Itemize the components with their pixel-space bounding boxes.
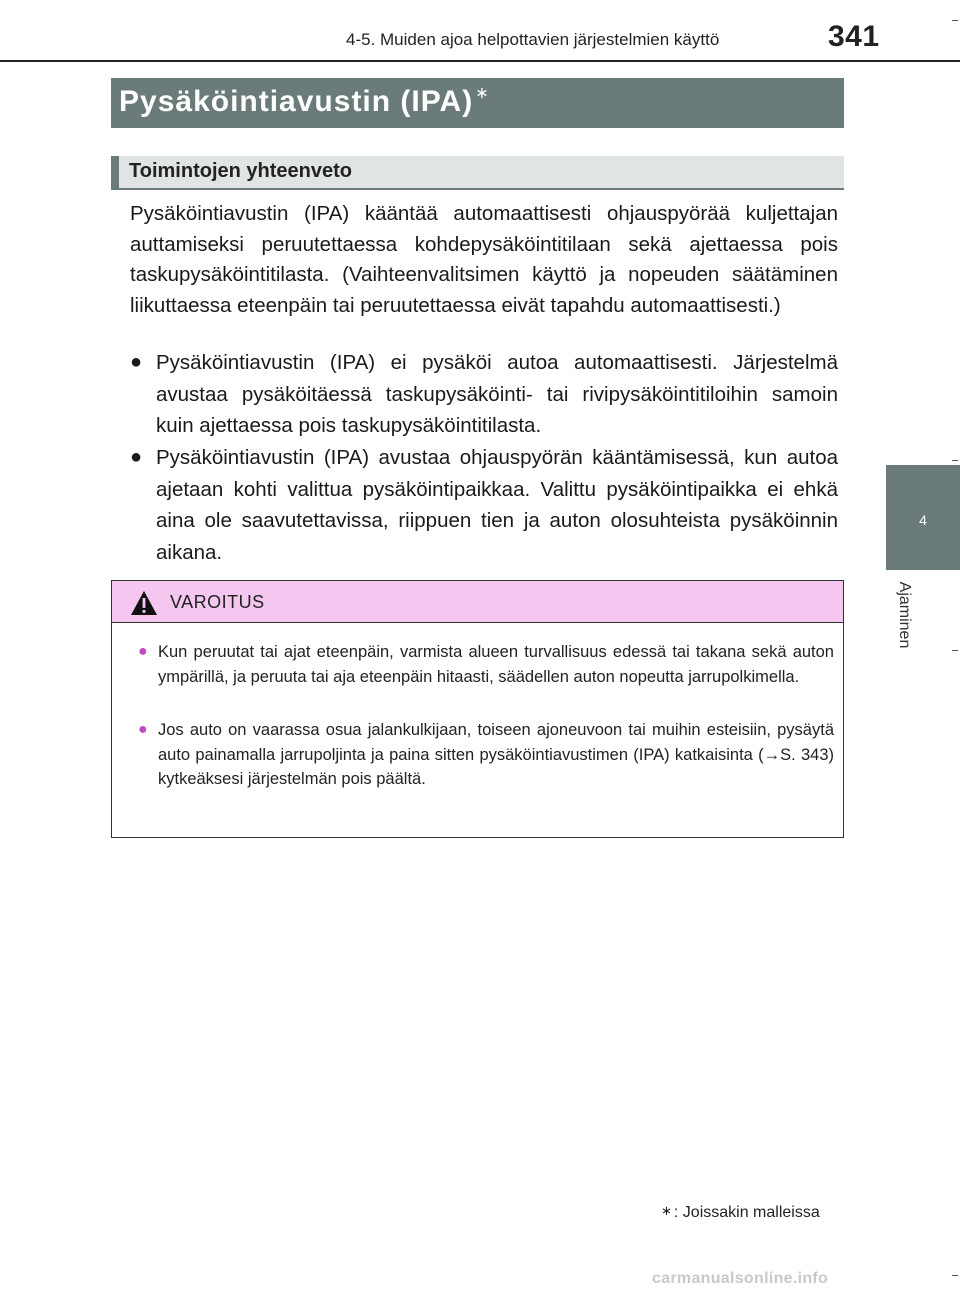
bullet-text: Pysäköintiavustin (IPA) ei pysäköi autoa automaattisesti. Järjestelmä avustaa pysäköitäessä taskupysäköinti- tai rivipysäköintitiloihin samoin kuin ajettaessa pois taskupysäköintitilasta. bbox=[156, 351, 838, 437]
page-title-text: Pysäköintiavustin (IPA) bbox=[119, 85, 474, 118]
warning-text: Kun peruutat tai ajat eteenpäin, varmista alueen turvallisuus edessä tai takana sekä auton ympärillä, ja peruuta tai aja eteenpäin hitaasti, säädellen auton nopeutta jarrupolkimella. bbox=[158, 643, 834, 686]
crop-mark bbox=[952, 20, 958, 21]
header-rule bbox=[0, 60, 960, 62]
warning-bullet-icon: ● bbox=[138, 643, 148, 660]
warning-text: Jos auto on vaarassa osua jalankulkijaan, toiseen ajoneuvoon tai muihin esteisiin, pysäytä auto painamalla jarrupoljinta ja paina sitten pysäköintiavustimen (IPA) katkaisinta (→S. 343) kytkeäksesi järjestelmän pois päältä. bbox=[158, 721, 834, 788]
crop-mark bbox=[952, 460, 958, 461]
chapter-tab-number: 4 bbox=[919, 512, 927, 528]
title-marker: ∗ bbox=[475, 85, 490, 102]
list-item bbox=[130, 347, 838, 442]
chapter-tab-label: Ajaminen bbox=[896, 581, 913, 649]
page-number: 341 bbox=[828, 20, 880, 53]
page-title bbox=[119, 85, 490, 119]
warning-item bbox=[138, 640, 834, 689]
section-heading: Toimintojen yhteenveto bbox=[129, 160, 352, 182]
section-heading-accent bbox=[111, 156, 119, 190]
watermark: carmanualsonline.info bbox=[652, 1270, 829, 1287]
list-item bbox=[130, 442, 838, 568]
footnote-text: : Joissakin malleissa bbox=[673, 1204, 820, 1221]
crop-mark bbox=[952, 650, 958, 651]
intro-paragraph: Pysäköintiavustin (IPA) kääntää automaattisesti ohjauspyörää kuljettajan auttamiseksi peruutettaessa kohdepysäköintitilaan sekä ajettaessa pois taskupysäköintitilasta. (Vaihteenvalitsimen käyttö ja nopeuden säätäminen liikuttaessa eteenpäin tai peruutettaessa eivät tapahdu automaattisesti.) bbox=[130, 202, 838, 317]
bullet-text: Pysäköintiavustin (IPA) avustaa ohjauspyörän kääntämisessä, kun autoa ajetaan kohti valittua pysäköintipaikkaa. Valittu pysäköintipaikka ei ehkä aina ole saavutettavissa, riippuen tien ja auton olosuhteista pysäköinnin aikana. bbox=[156, 446, 838, 564]
running-head: 4-5. Muiden ajoa helpottavien järjestelmien käyttö bbox=[346, 30, 720, 49]
footnote bbox=[661, 1204, 820, 1222]
footnote-marker: ∗ bbox=[661, 1203, 672, 1218]
bullet-icon: ● bbox=[130, 446, 143, 468]
crop-mark bbox=[952, 1275, 958, 1276]
warning-bullet-icon: ● bbox=[138, 721, 148, 738]
bullet-icon: ● bbox=[130, 351, 143, 373]
warning-item bbox=[138, 718, 834, 792]
warning-label: VAROITUS bbox=[170, 592, 265, 612]
warning-triangle-icon bbox=[130, 590, 158, 616]
